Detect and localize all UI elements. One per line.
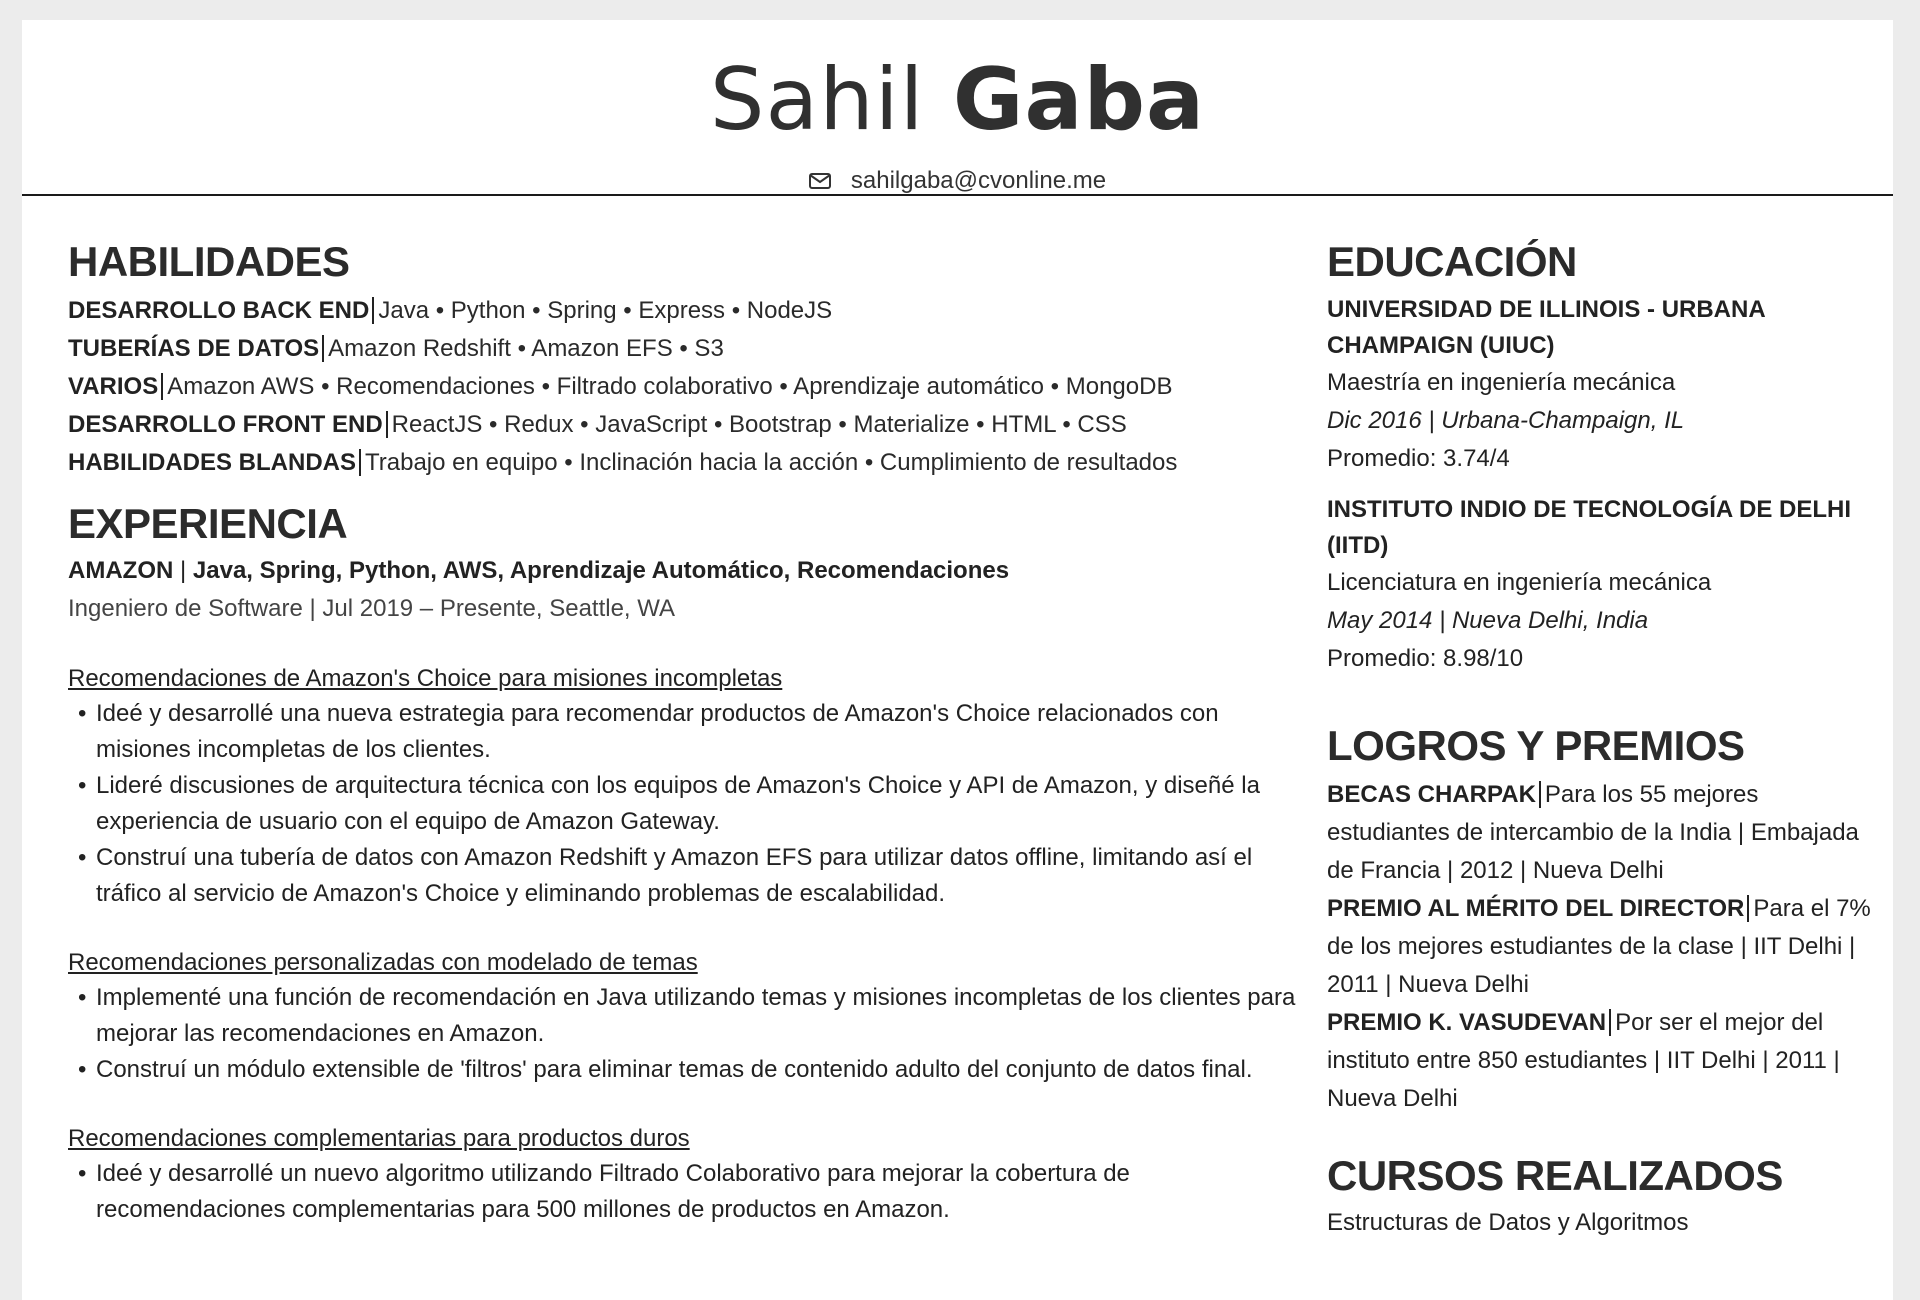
- project-bullets: [68, 1156, 1308, 1228]
- project-block: [68, 1122, 1308, 1228]
- award-item: [1327, 1004, 1887, 1118]
- skill-row: [68, 406, 1308, 444]
- date-place: Dic 2016 | Urbana-Champaign, IL: [1327, 407, 1685, 434]
- job-role: Ingeniero de Software: [68, 595, 303, 622]
- date-place: May 2014 | Nueva Delhi, India: [1327, 607, 1649, 634]
- bullet-item: • Lideré discusiones de arquitectura técnica con los equipos de Amazon's Choice y API de Amazon, y diseñé la experiencia de usuario con el equipo de Amazon Gateway.: [96, 768, 1308, 840]
- award-item: [1327, 890, 1887, 1004]
- skill-values: Trabajo en equipo • Inclinación hacia la acción • Cumplimiento de resultados: [359, 449, 1177, 476]
- bullet-item: • Implementé una función de recomendación en Java utilizando temas y misiones incompletas de los clientes para mejorar las recomendaciones en Amazon.: [96, 980, 1308, 1052]
- project-title: Recomendaciones personalizadas con modelado de temas: [68, 949, 698, 976]
- skill-label: TUBERÍAS DE DATOS: [68, 335, 320, 362]
- bullet-item: • Ideé y desarrollé un nuevo algoritmo utilizando Filtrado Colaborativo para mejorar la cobertura de recomendaciones complementarias para 500 millones de productos en Amazon.: [96, 1156, 1308, 1228]
- course-item: Estructuras de Datos y Algoritmos: [1327, 1209, 1689, 1236]
- right-column: [1327, 234, 1887, 1242]
- resume-header: [22, 20, 1893, 196]
- job-header: [68, 552, 1308, 590]
- first-name: Sahil: [709, 50, 925, 150]
- skill-label: DESARROLLO BACK END: [68, 297, 370, 324]
- education-item: [1327, 292, 1887, 478]
- candidate-name: [22, 20, 1893, 150]
- job-period: | Jul 2019 – Presente, Seattle, WA: [302, 595, 676, 622]
- skill-label: HABILIDADES BLANDAS: [68, 449, 356, 476]
- skills-heading: HABILIDADES: [68, 238, 350, 285]
- skill-values: Java • Python • Spring • Express • NodeJS: [372, 297, 832, 324]
- bullet-item: • Ideé y desarrollé una nueva estrategia para recomendar productos de Amazon's Choice relacionados con misiones incompletas de los clientes.: [96, 696, 1308, 768]
- skill-row: [68, 368, 1308, 406]
- skill-values: Amazon AWS • Recomendaciones • Filtrado colaborativo • Aprendizaje automático • MongoDB: [161, 373, 1172, 400]
- last-name: Gaba: [952, 50, 1206, 150]
- courses-section: [1327, 1148, 1887, 1242]
- experience-heading: EXPERIENCIA: [68, 500, 348, 547]
- skill-values: Amazon Redshift • Amazon EFS • S3: [322, 335, 724, 362]
- school-name: INSTITUTO INDIO DE TECNOLOGÍA DE DELHI (IITD): [1327, 496, 1852, 559]
- company-name: AMAZON: [68, 557, 174, 584]
- resume-page: [22, 20, 1893, 1300]
- skill-values: ReactJS • Redux • JavaScript • Bootstrap • Materialize • HTML • CSS: [386, 411, 1127, 438]
- contact-line: [22, 167, 1893, 195]
- awards-heading: LOGROS Y PREMIOS: [1327, 722, 1745, 769]
- bullet-item: • Construí una tubería de datos con Amazon Redshift y Amazon EFS para utilizar datos offline, limitando así el tráfico al servicio de Amazon's Choice y eliminando problemas de escalabilidad.: [96, 840, 1308, 912]
- degree: Licenciatura en ingeniería mecánica: [1327, 569, 1712, 596]
- education-item: [1327, 492, 1887, 678]
- degree: Maestría en ingeniería mecánica: [1327, 369, 1676, 396]
- school-name: UNIVERSIDAD DE ILLINOIS - URBANA CHAMPAIGN (UIUC): [1327, 296, 1765, 359]
- left-column: [68, 234, 1308, 1228]
- awards-section: [1327, 718, 1887, 1118]
- job-tech: Java, Spring, Python, AWS, Aprendizaje Automático, Recomendaciones: [192, 557, 1010, 584]
- skills-section: [68, 234, 1308, 482]
- award-name: BECAS CHARPAK: [1327, 781, 1536, 808]
- mail-icon: [809, 173, 831, 189]
- job-separator: |: [173, 557, 193, 584]
- project-bullets: [68, 980, 1308, 1088]
- experience-section: [68, 496, 1308, 1228]
- award-name: PREMIO AL MÉRITO DEL DIRECTOR: [1327, 895, 1745, 922]
- skill-row: [68, 330, 1308, 368]
- skill-label: DESARROLLO FRONT END: [68, 411, 383, 438]
- skill-label: VARIOS: [68, 373, 159, 400]
- award-item: [1327, 776, 1887, 890]
- gpa: Promedio: 3.74/4: [1327, 445, 1510, 472]
- project-title: Recomendaciones complementarias para productos duros: [68, 1125, 690, 1152]
- project-title: Recomendaciones de Amazon's Choice para misiones incompletas: [68, 665, 783, 692]
- skill-row: [68, 444, 1308, 482]
- award-name: PREMIO K. VASUDEVAN: [1327, 1009, 1607, 1036]
- education-section: [1327, 234, 1887, 678]
- job-role-line: [68, 590, 1308, 628]
- skill-row: [68, 292, 1308, 330]
- project-block: [68, 946, 1308, 1088]
- bullet-item: • Construí un módulo extensible de 'filtros' para eliminar temas de contenido adulto del conjunto de datos final.: [96, 1052, 1308, 1088]
- project-bullets: [68, 696, 1308, 912]
- gpa: Promedio: 8.98/10: [1327, 645, 1524, 672]
- email-link[interactable]: sahilgaba@cvonline.me: [850, 167, 1107, 194]
- award-desc: Por ser el mejor del instituto entre 850 estudiantes | IIT Delhi | 2011 | Nueva Delhi: [1327, 1009, 1840, 1112]
- award-desc: Para los 55 mejores estudiantes de intercambio de la India | Embajada de Francia | 2012 | Nueva Delhi: [1327, 781, 1859, 884]
- courses-heading: CURSOS REALIZADOS: [1327, 1152, 1783, 1199]
- award-desc: Para el 7% de los mejores estudiantes de la clase | IIT Delhi | 2011 | Nueva Delhi: [1327, 895, 1871, 998]
- project-block: [68, 662, 1308, 912]
- education-heading: EDUCACIÓN: [1327, 238, 1577, 285]
